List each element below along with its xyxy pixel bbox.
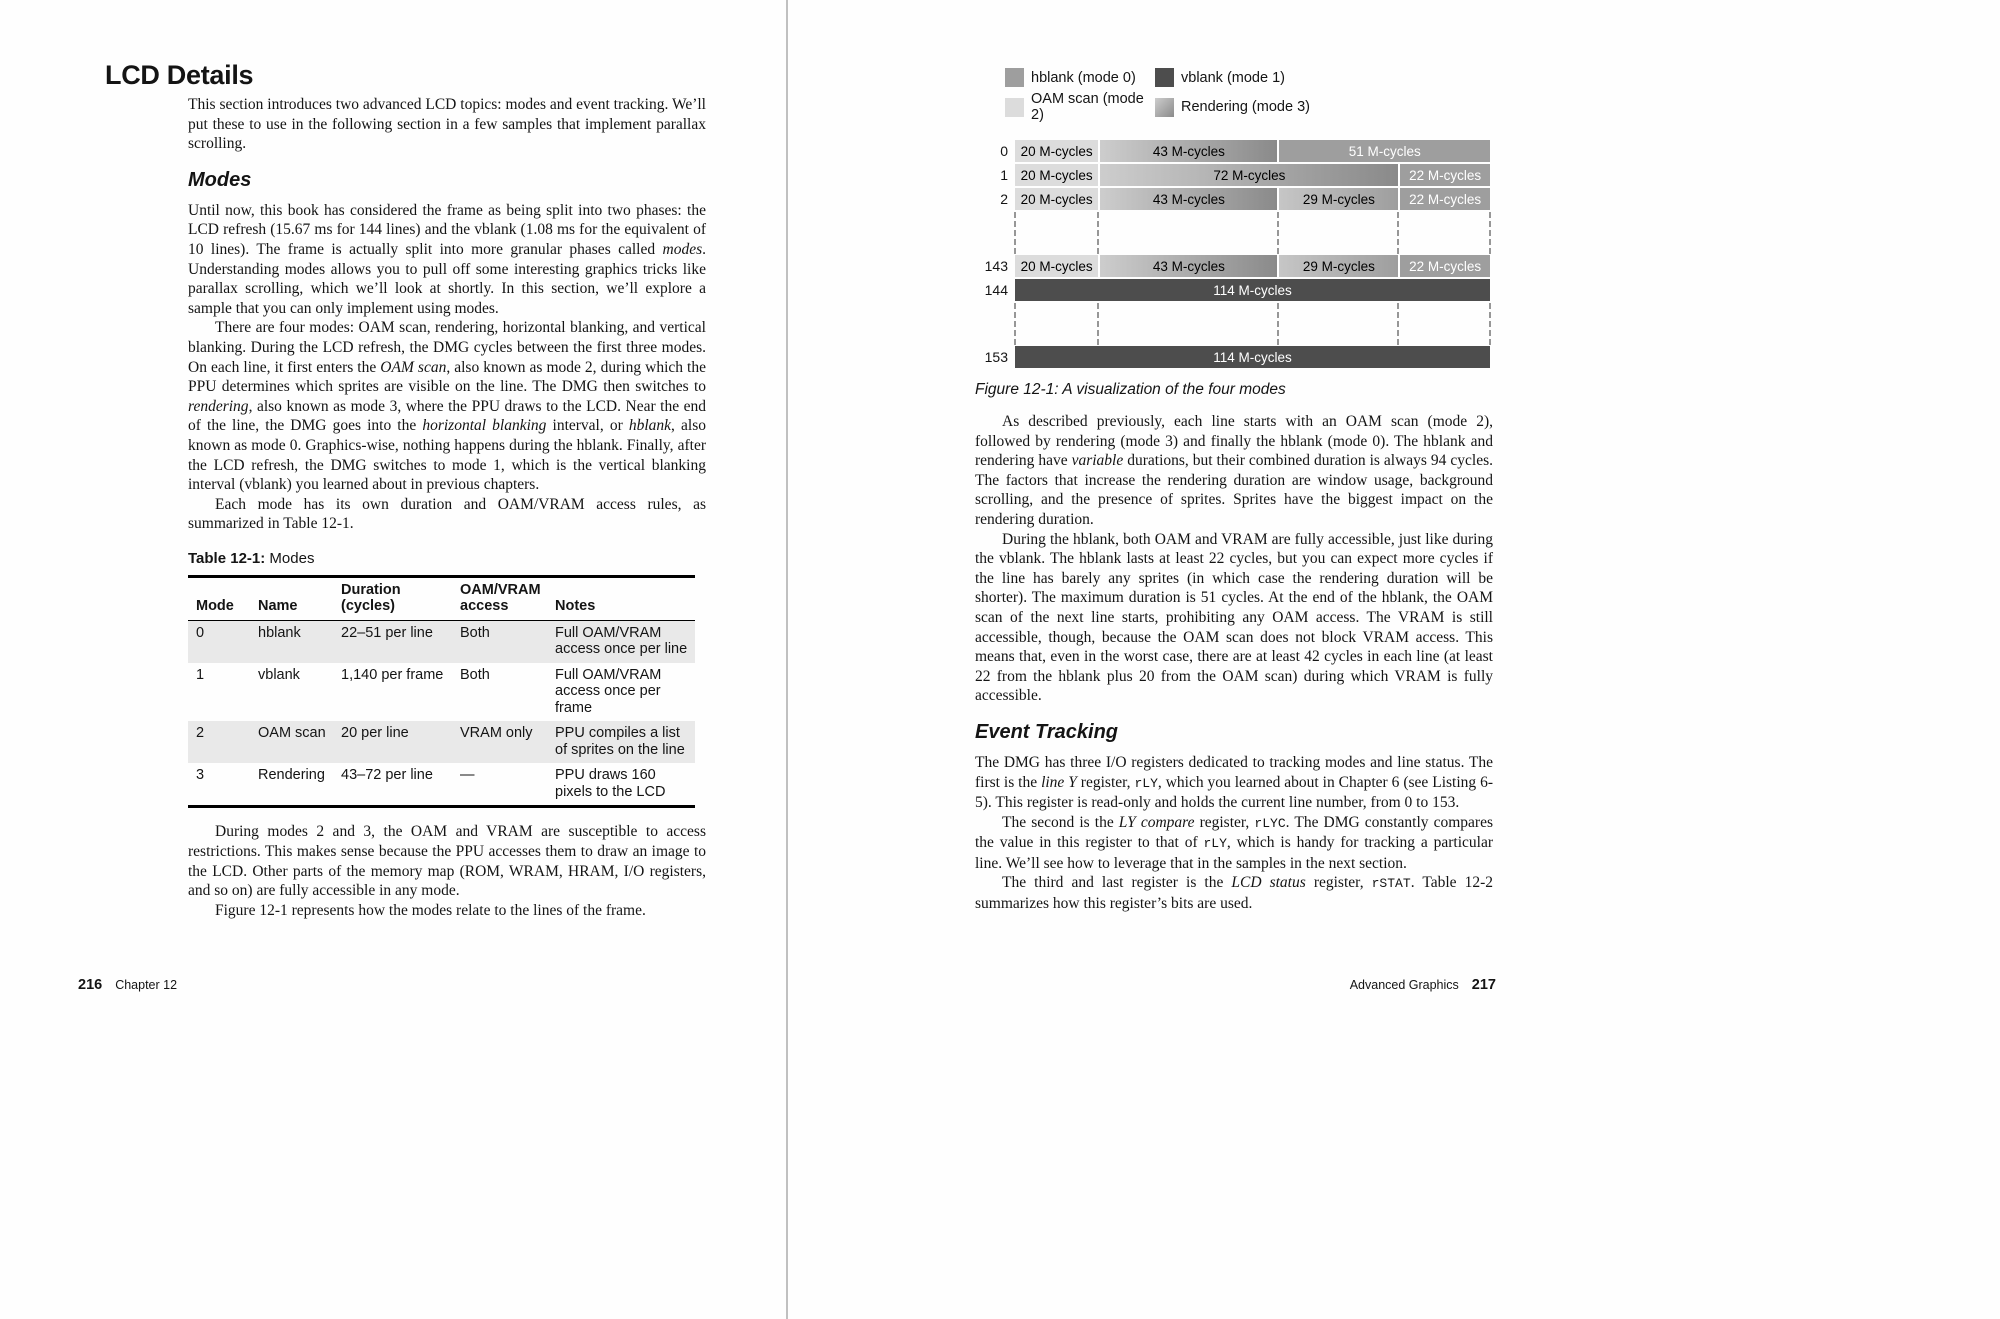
gap-dash-line — [1397, 303, 1399, 345]
scanline-row — [975, 188, 1493, 210]
mode-segment-hblank: 22 M-cycles — [1398, 188, 1490, 210]
table-cell-notes: PPU compiles a list of sprites on the line — [555, 725, 685, 758]
modes-table — [188, 575, 695, 809]
paragraph: The DMG has three I/O registers dedicated to tracking modes and line status. The first is the line Y register, rLY, which you learned about in Chapter 6 (see Listing 6-5). This register is read-only and holds the current line number, from 0 to 153. — [975, 753, 1493, 812]
paragraph: The second is the LY compare register, rLYC. The DMG constantly compares the value in this register to that of rLY, which is handy for tracking a particular line. We’ll see how to leverage that in the samples in the next section. — [975, 813, 1493, 872]
legend-label: OAM scan (mode 2) — [1031, 91, 1144, 123]
scanline-row — [975, 164, 1493, 186]
mode-segment-oam: 20 M-cycles — [1015, 164, 1098, 186]
scanline-row — [975, 255, 1493, 277]
table-row — [188, 763, 695, 807]
mode-segment-rendering: 43 M-cycles — [1098, 255, 1277, 277]
section-heading: LCD Details — [105, 60, 254, 90]
table-cell-duration: 1,140 per frame — [341, 666, 444, 683]
table-header-notes: Notes — [547, 576, 695, 620]
scanline-row — [975, 346, 1493, 368]
scanline-bar — [1015, 188, 1490, 210]
scanline-bar — [1015, 164, 1490, 186]
table-12-1 — [188, 550, 706, 809]
table-row — [188, 721, 695, 763]
figure-12-1 — [975, 68, 1493, 399]
table-cell-notes: Full OAM/VRAM access once per frame — [555, 666, 662, 716]
chapter-label: Chapter 12 — [115, 978, 178, 992]
right-page-footer — [975, 977, 1496, 993]
left-page-footer — [78, 977, 177, 993]
continuation-gap — [1015, 303, 1490, 345]
table-header-row — [188, 576, 695, 620]
gap-dash-line — [1489, 303, 1491, 345]
gap-dash-line — [1489, 212, 1491, 254]
table-header-name: Name — [250, 576, 333, 620]
table-cell-access: Both — [460, 666, 490, 683]
page-number: 216 — [78, 977, 103, 993]
gap-dash-line — [1277, 212, 1279, 254]
line-number-label: 144 — [984, 282, 1008, 298]
oam-scan-swatch-icon — [1005, 98, 1024, 117]
line-number-label: 1 — [1000, 167, 1008, 183]
figure-legend — [1005, 68, 1493, 123]
table-cell-mode: 0 — [196, 624, 205, 641]
table-row — [188, 620, 695, 663]
table-cell-name: hblank — [258, 624, 301, 641]
left-page-text-column — [188, 95, 706, 920]
scanline-row — [975, 279, 1493, 301]
vblank-swatch-icon — [1155, 68, 1174, 87]
table-cell-notes: PPU draws 160 pixels to the LCD — [555, 767, 666, 800]
scanline-row — [975, 140, 1493, 162]
mode-segment-oam: 20 M-cycles — [1015, 188, 1098, 210]
mode-segment-vblank: 114 M-cycles — [1015, 346, 1490, 368]
table-cell-notes: Full OAM/VRAM access once per line — [555, 624, 688, 658]
section-label: Advanced Graphics — [1349, 978, 1459, 992]
paragraph: This section introduces two advanced LCD topics: modes and event tracking. We’ll put these to use in the following section in a few samples that implement parallax scrolling. — [188, 96, 706, 153]
table-cell-duration: 22–51 per line — [341, 624, 433, 641]
page-number: 217 — [1471, 977, 1496, 993]
mode-segment-vblank: 114 M-cycles — [1015, 279, 1490, 301]
mode-segment-variable: 29 M-cycles — [1277, 255, 1398, 277]
table-caption — [188, 550, 706, 567]
table-cell-name: vblank — [258, 666, 300, 683]
legend-item-vblank — [1155, 68, 1493, 87]
gap-dash-line — [1097, 212, 1099, 254]
table-caption-title: Modes — [269, 549, 315, 567]
mode-segment-oam: 20 M-cycles — [1015, 140, 1098, 162]
table-cell-access: Both — [460, 624, 490, 641]
paragraph: The third and last register is the LCD status register, rSTAT. Table 12-2 summarizes how this register’s bits are used. — [975, 874, 1493, 913]
gap-dash-line — [1097, 303, 1099, 345]
hblank-swatch-icon — [1005, 68, 1024, 87]
paragraph: There are four modes: OAM scan, rendering, horizontal blanking, and vertical blanking. During the LCD refresh, the DMG cycles between the first three modes. On each line, it first enters the OAM scan, also known as mode 2, during which the PPU determines which sprites are visible on the line. The DMG then switches to rendering, also known as mode 3, where the PPU draws to the LCD. Near the end of the line, the DMG goes into the horizontal blanking interval, or hblank, also known as mode 0. Graphics-wise, nothing happens during the hblank. Finally, after the LCD refresh, the DMG switches to mode 1, which is the vertical blanking interval (vblank) you learned about in previous chapters. — [188, 319, 706, 494]
table-cell-name: Rendering — [258, 767, 325, 784]
gap-dash-line — [1277, 303, 1279, 345]
mode-segment-hblank: 22 M-cycles — [1398, 255, 1490, 277]
mode-segment-oam: 20 M-cycles — [1015, 255, 1098, 277]
gap-dash-line — [1014, 303, 1016, 345]
scanline-bar — [1015, 140, 1490, 162]
mode-segment-rendering: 43 M-cycles — [1098, 188, 1277, 210]
table-cell-duration: 20 per line — [341, 725, 409, 742]
table-header-duration: Duration (cycles) — [333, 576, 452, 620]
gap-dash-line — [1397, 212, 1399, 254]
paragraph: Each mode has its own duration and OAM/VRAM access rules, as summarized in Table 12-1. — [188, 495, 706, 533]
continuation-gap — [1015, 212, 1490, 254]
mode-segment-variable: 29 M-cycles — [1277, 188, 1398, 210]
table-caption-label: Table 12-1: — [188, 549, 266, 567]
table-cell-mode: 2 — [196, 725, 205, 742]
line-number-label: 143 — [984, 258, 1008, 274]
legend-item-rendering — [1155, 91, 1493, 123]
legend-label: Rendering (mode 3) — [1181, 99, 1310, 115]
paragraph: Figure 12-1 represents how the modes relate to the lines of the frame. — [215, 901, 646, 919]
mode-bars — [975, 140, 1493, 368]
legend-item-oam-scan — [1005, 91, 1155, 123]
line-number-label: 153 — [984, 349, 1008, 365]
paragraph: Until now, this book has considered the frame as being split into two phases: the LCD refresh (15.67 ms for 144 lines) and the vblank (1.08 ms for the equivalent of 10 lines). The frame is actually split into more granular phases called modes. Understanding modes allows you to pull off some interesting graphics tricks like parallax scrolling, which we’ll look at shortly. In this section, we’ll explore a sample that you can only implement using modes. — [188, 201, 706, 317]
gap-dash-line — [1014, 212, 1016, 254]
rendering-swatch-icon — [1155, 98, 1174, 117]
mode-segment-rendering: 72 M-cycles — [1098, 164, 1398, 186]
mode-segment-hblank: 22 M-cycles — [1398, 164, 1490, 186]
paragraph: As described previously, each line starts with an OAM scan (mode 2), followed by rendering (mode 3) and finally the hblank (mode 0). The hblank and rendering have variable durations, but their combined duration is always 94 cycles. The factors that increase the rendering duration are window usage, background scrolling, and the presence of sprites. Sprites have the biggest impact on the rendering duration. — [975, 413, 1493, 528]
mode-segment-hblank: 51 M-cycles — [1277, 140, 1490, 162]
scanline-bar — [1015, 279, 1490, 301]
paragraph: During modes 2 and 3, the OAM and VRAM are susceptible to access restrictions. This makes sense because the PPU accesses them to draw an image to the LCD. Other parts of the memory map (ROM, WRAM, HRAM, I/O registers, and so on) are fully accessible in any mode. — [188, 823, 706, 900]
table-header-access: OAM/VRAM access — [452, 576, 547, 620]
table-cell-mode: 1 — [196, 666, 205, 683]
table-cell-mode: 3 — [196, 767, 205, 784]
page-gutter-divider — [786, 0, 788, 1319]
scanline-bar — [1015, 346, 1490, 368]
table-cell-access: — — [460, 767, 475, 784]
mode-segment-rendering: 43 M-cycles — [1098, 140, 1277, 162]
event-tracking-subheading: Event Tracking — [975, 720, 1119, 743]
table-cell-access: VRAM only — [460, 725, 533, 742]
right-page-text-column — [975, 58, 1493, 914]
modes-subheading: Modes — [188, 168, 252, 191]
paragraph: During the hblank, both OAM and VRAM are fully accessible, just like during the vblank. The hblank lasts at least 22 cycles, but you can expect more cycles if the line has barely any sprites (in which case the rendering duration will be shorter). The maximum duration is 51 cycles. At the end of the hblank, the OAM scan of the next line starts, prohibiting any OAM access. The VRAM is still accessible, though, because the OAM scan does not block VRAM access. This means that, even in the worst case, there are at least 42 cycles in each line (at least 22 from the hblank plus 20 from the OAM scan) during which VRAM is fully accessible. — [975, 530, 1493, 705]
line-number-label: 0 — [1000, 143, 1008, 159]
figure-caption: Figure 12-1: A visualization of the four modes — [975, 381, 1286, 398]
table-row — [188, 663, 695, 722]
scanline-bar — [1015, 255, 1490, 277]
table-cell-name: OAM scan — [258, 725, 326, 742]
table-header-mode: Mode — [188, 576, 250, 620]
legend-item-hblank — [1005, 68, 1155, 87]
legend-label: vblank (mode 1) — [1181, 69, 1285, 86]
legend-label: hblank (mode 0) — [1031, 69, 1136, 86]
line-number-label: 2 — [1000, 191, 1008, 207]
table-cell-duration: 43–72 per line — [341, 767, 433, 784]
